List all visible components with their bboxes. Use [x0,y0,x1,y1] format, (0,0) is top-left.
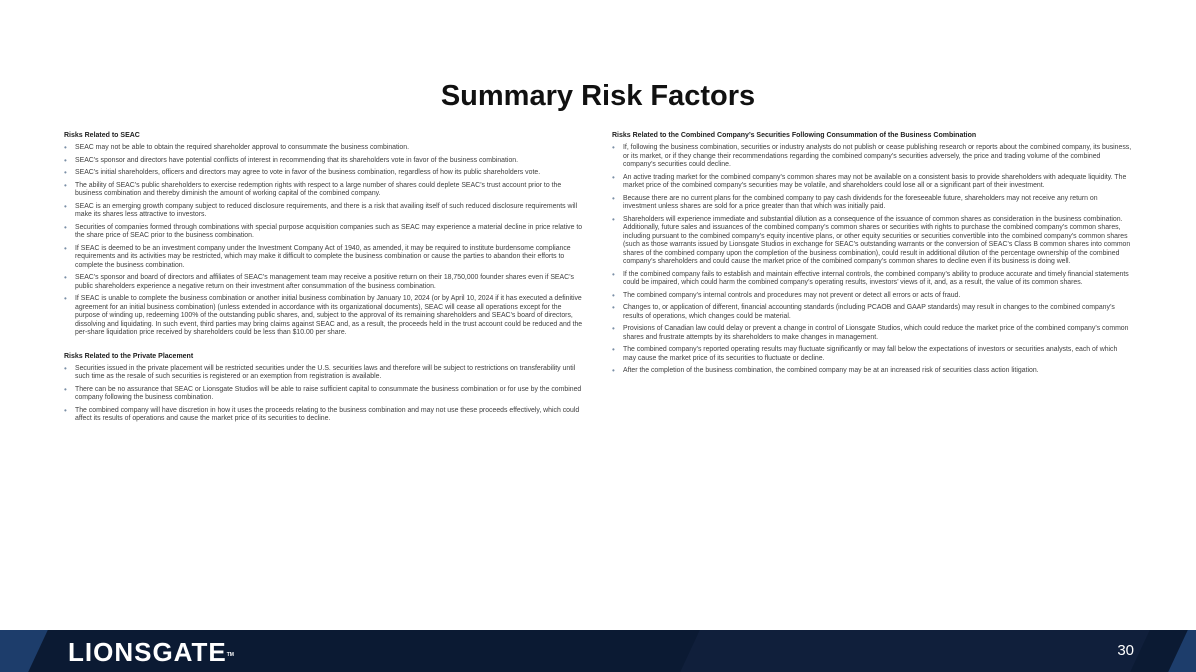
bullet-item: • SEAC’s sponsor and board of directors and affiliates of SEAC’s management team may receive a positive return on their 18,750,000 founder shares even if SEAC’s public shareholders experience a negative return on their investment after consummation of the business combination. [64,274,584,291]
bullet-item: • If the combined company fails to establish and maintain effective internal controls, the combined company’s ability to produce accurate and timely financial statements could be impaired, which could harm the combined company’s operating results, investors’ views of it, and, as a result, the value of its common shares. [612,271,1132,288]
section-heading: Risks Related to SEAC [64,132,140,139]
section-heading: Risks Related to the Combined Company’s Securities Following Consummation of the Business Combination [612,132,977,139]
bullet-item: • Shareholders will experience immediate and substantial dilution as a consequence of the issuance of common shares as consideration in the business combination. Additionally, future sales and issuances of the combined company’s common shares or securities with rights to purchase the combined company’s common shares, including pursuant to the combined company’s equity incentive plans, or other equity securities or securities convertible into the combined company’s common shares (such as those warrants issued by Lionsgate Studios in exchange for SEAC’s outstanding warrants or the conversion of SEAC’s Class B common shares into common shares of the combined company upon the completion of the business combination), could result in additional dilution of the percentage ownership of the combined company’s shareholders and could cause the market price of the combined company’s common shares to decline even if its business is doing well. [612,216,1132,267]
bullet-item: • SEAC is an emerging growth company subject to reduced disclosure requirements, and there is a risk that availing itself of such reduced disclosure requirements will make its shares less attractive to investors. [64,203,584,220]
bullet-list [612,144,1132,376]
section-risks-seac [64,131,584,338]
bullet-item: • Provisions of Canadian law could delay or prevent a change in control of Lionsgate Studios, which could reduce the market price of the combined company’s common shares and frustrate attempts by its shareholders to make changes in management. [612,325,1132,342]
page-title: Summary Risk Factors [440,80,756,112]
bullet-item: • Because there are no current plans for the combined company to pay cash dividends for the foreseeable future, shareholders may not receive any return on investment unless shares are sold for a price greater than that which was initially paid. [612,195,1132,212]
logo-text: LIONSGATE [68,637,227,667]
page-number: 30 [1117,642,1134,659]
bullet-list [64,365,584,424]
section-heading: Risks Related to the Private Placement [64,352,194,360]
footer-decor-stripe-left [0,630,48,672]
bullet-item: • The ability of SEAC’s public shareholders to exercise redemption rights with respect to a large number of shares could deplete SEAC’s trust account prior to the business combination and thereby diminish the amount of working capital of the combined company. [64,182,584,199]
footer-decor-stripe-right [1168,630,1196,672]
footer-bar [0,630,1196,672]
section-risks-private-placement [64,352,584,424]
footer-decor-band [680,630,1150,672]
bullet-item: • Changes to, or application of different, financial accounting standards (including PCAOB and GAAP standards) may result in changes to the combined company’s results of operations, which changes could be material. [612,304,1132,321]
lionsgate-logo [68,638,234,666]
bullet-item: • The combined company’s reported operating results may fluctuate significantly or may fall below the expectations of investors or securities analysts, each of which may cause the market price of its securities to fluctuate or decline. [612,346,1132,363]
bullet-item: • SEAC may not be able to obtain the required shareholder approval to consummate the business combination. [64,144,584,153]
section-risks-combined-company [612,131,1132,376]
bullet-item: • If SEAC is deemed to be an investment company under the Investment Company Act of 1940, as amended, it may be required to institute burdensome compliance requirements and its activities may be restricted, which may make it difficult to complete the business combination or cause the parties to abandon their efforts to complete the business combination. [64,245,584,271]
bullet-item: • There can be no assurance that SEAC or Lionsgate Studios will be able to raise sufficient capital to consummate the business combination or for use by the combined company following the business combination. [64,386,584,403]
bullet-list [64,144,584,338]
bullet-item: • Securities issued in the private placement will be restricted securities under the U.S. securities laws and therefore will be subject to restrictions on transferability until such time as the resale of such securities is registered or an exemption from registration is available. [64,365,584,382]
bullet-item: • SEAC’s initial shareholders, officers and directors may agree to vote in favor of the business combination, regardless of how its public shareholders vote. [64,169,584,178]
bullet-item: • Securities of companies formed through combinations with special purpose acquisition companies such as SEAC may experience a material decline in price relative to the share price of SEAC prior to the business combination. [64,224,584,241]
right-column [612,131,1132,380]
bullet-item: • The combined company will have discretion in how it uses the proceeds relating to the business combination and may not use these proceeds effectively, which could affect its results of operations and cause the market price of its securities to decline. [64,407,584,424]
bullet-item: • If SEAC is unable to complete the business combination or another initial business combination by January 10, 2024 (or by April 10, 2024 if it has executed a definitive agreement for an initial business combination) (unless extended in accordance with its organizational documents), SEAC will cease all operations except for the purpose of winding up, redeeming 100% of the outstanding public shares, and, subject to the approval of its remaining shareholders and SEAC’s board of directors, dissolving and liquidating. In such event, third parties may bring claims against SEAC and, as a result, the proceeds held in the trust account could be reduced and the per-share liquidation price received by shareholders could be less than $10.00 per share. [64,295,584,338]
left-column [64,131,584,428]
bullet-item: • SEAC’s sponsor and directors have potential conflicts of interest in recommending that its shareholders vote in favor of the business combination. [64,157,584,166]
bullet-item: • If, following the business combination, securities or industry analysts do not publish or cease publishing research or reports about the combined company, its business, or its market, or if they change their recommendations regarding the combined company’s securities adversely, the price and trading volume of the combined company’s securities could decline. [612,144,1132,170]
bullet-item: • After the completion of the business combination, the combined company may be at an increased risk of securities class action litigation. [612,367,1132,376]
bullet-item: • The combined company’s internal controls and procedures may not prevent or detect all errors or acts of fraud. [612,292,1132,301]
bullet-item: • An active trading market for the combined company’s common shares may not be available on a consistent basis to provide shareholders with adequate liquidity. The market price of the combined company’s securities may be volatile, and shareholders could lose all or a significant part of their investment. [612,174,1132,191]
logo-trademark: TM [226,652,234,658]
